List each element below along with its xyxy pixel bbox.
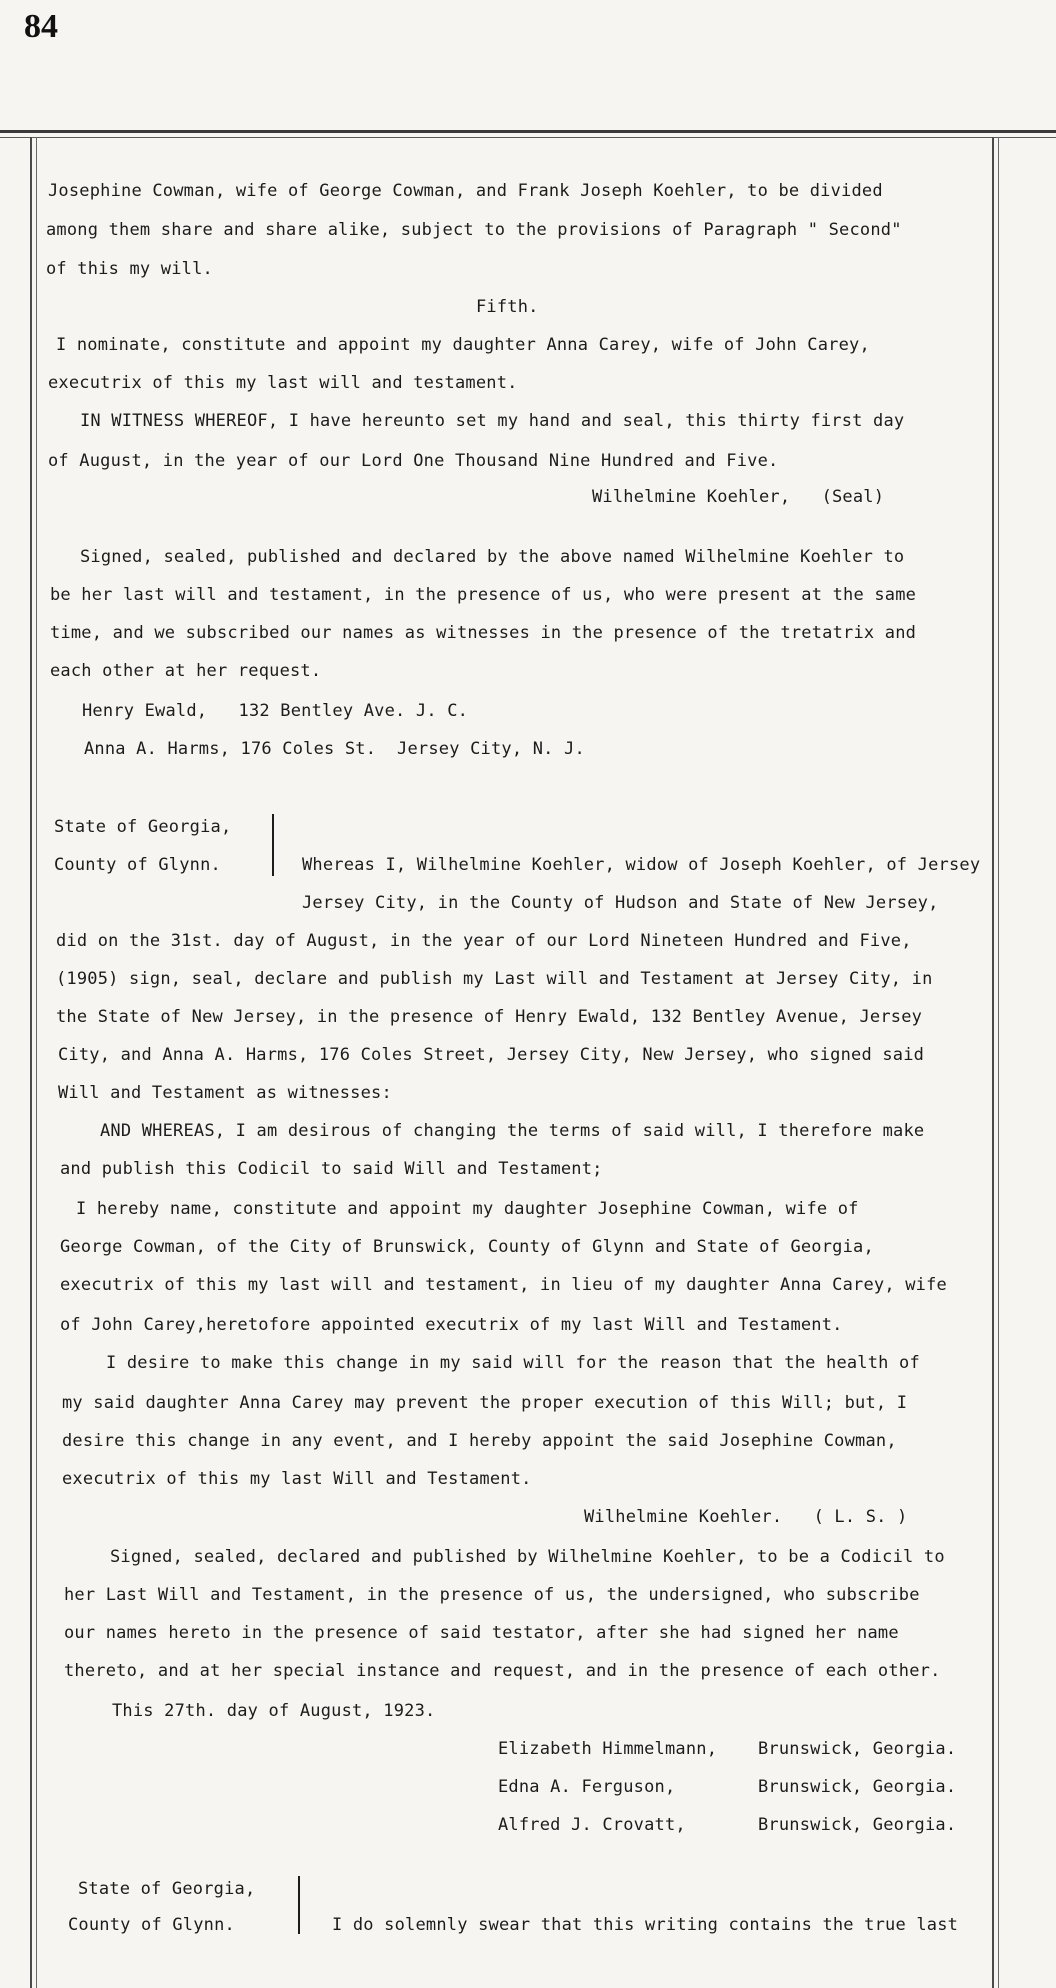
venue-state: State of Georgia, — [78, 1879, 256, 1899]
text-line: each other at her request. — [50, 661, 322, 681]
text-line: I hereby name, constitute and appoint my daughter Josephine Cowman, wife of — [76, 1199, 859, 1219]
text-line: my said daughter Anna Carey may prevent the proper execution of this Will; but, I — [62, 1393, 908, 1413]
text-line: I nominate, constitute and appoint my daughter Anna Carey, wife of John Carey, — [56, 335, 870, 355]
text-line: executrix of this my last will and testament. — [48, 373, 518, 393]
text-line: executrix of this my last Will and Testament. — [62, 1469, 532, 1489]
page-number: 84 — [24, 8, 58, 45]
venue-county: County of Glynn. — [68, 1915, 235, 1935]
text-line: AND WHEREAS, I am desirous of changing the terms of said will, I therefore make — [100, 1121, 925, 1141]
text-line: (1905) sign, seal, declare and publish my Last will and Testament at Jersey City, in — [56, 969, 933, 989]
text-line: of John Carey,heretofore appointed executrix of my last Will and Testament. — [60, 1315, 843, 1335]
right-margin-rule-inner — [998, 137, 999, 1988]
left-margin-rule — [30, 137, 32, 1988]
witness-line: Henry Ewald, 132 Bentley Ave. J. C. — [82, 701, 469, 721]
witness-name: Edna A. Ferguson, — [498, 1777, 676, 1797]
date-line: This 27th. day of August, 1923. — [112, 1701, 436, 1721]
signature-line: Wilhelmine Koehler, (Seal) — [592, 487, 885, 507]
text-line: her Last Will and Testament, in the presence of us, the undersigned, who subscribe — [64, 1585, 920, 1605]
text-line: IN WITNESS WHEREOF, I have hereunto set my hand and seal, this thirty first day — [80, 411, 905, 431]
text-line: executrix of this my last will and testament, in lieu of my daughter Anna Carey, wife — [60, 1275, 947, 1295]
top-rule-inner — [0, 137, 1056, 138]
text-line: did on the 31st. day of August, in the year of our Lord Nineteen Hundred and Five, — [56, 931, 912, 951]
text-line: Will and Testament as witnesses: — [58, 1083, 392, 1103]
witness-name: Alfred J. Crovatt, — [498, 1815, 686, 1835]
witness-place: Brunswick, Georgia. — [758, 1739, 957, 1759]
section-heading-fifth: Fifth. — [476, 297, 539, 317]
witness-place: Brunswick, Georgia. — [758, 1777, 957, 1797]
text-line: City, and Anna A. Harms, 176 Coles Street, Jersey City, New Jersey, who signed said — [58, 1045, 925, 1065]
text-line: the State of New Jersey, in the presence of Henry Ewald, 132 Bentley Avenue, Jersey — [56, 1007, 923, 1027]
witness-line: Anna A. Harms, 176 Coles St. Jersey City, N. J. — [84, 739, 585, 759]
text-line: and publish this Codicil to said Will and Testament; — [60, 1159, 603, 1179]
venue-brace — [298, 1876, 300, 1934]
text-line: George Cowman, of the City of Brunswick, County of Glynn and State of Georgia, — [60, 1237, 874, 1257]
text-line: thereto, and at her special instance and request, and in the presence of each other. — [64, 1661, 941, 1681]
text-line: Whereas I, Wilhelmine Koehler, widow of Joseph Koehler, of Jersey — [302, 855, 981, 875]
left-margin-rule-inner — [36, 137, 37, 1988]
right-margin-rule — [992, 137, 994, 1988]
text-line: I do solemnly swear that this writing contains the true last — [332, 1915, 959, 1935]
text-line: desire this change in any event, and I hereby appoint the said Josephine Cowman, — [62, 1431, 897, 1451]
text-line: be her last will and testament, in the presence of us, who were present at the same — [50, 585, 917, 605]
text-line: Signed, sealed, published and declared by the above named Wilhelmine Koehler to — [80, 547, 905, 567]
text-line: among them share and share alike, subject to the provisions of Paragraph " Second" — [46, 220, 902, 240]
text-line: Jersey City, in the County of Hudson and State of New Jersey, — [302, 893, 939, 913]
witness-name: Elizabeth Himmelmann, — [498, 1739, 718, 1759]
signature-line: Wilhelmine Koehler. ( L. S. ) — [584, 1507, 908, 1527]
text-line: our names hereto in the presence of said testator, after she had signed her name — [64, 1623, 899, 1643]
text-line: of this my will. — [46, 259, 213, 279]
text-line: I desire to make this change in my said will for the reason that the health of — [106, 1353, 920, 1373]
venue-brace — [272, 814, 274, 876]
text-line: Signed, sealed, declared and published by Wilhelmine Koehler, to be a Codicil to — [110, 1547, 945, 1567]
text-line: time, and we subscribed our names as witnesses in the presence of the tretatrix and — [50, 623, 917, 643]
top-rule — [0, 130, 1056, 133]
text-line: Josephine Cowman, wife of George Cowman, and Frank Joseph Koehler, to be divided — [48, 181, 883, 201]
text-line: of August, in the year of our Lord One Thousand Nine Hundred and Five. — [48, 451, 779, 471]
venue-county: County of Glynn. — [54, 855, 221, 875]
venue-state: State of Georgia, — [54, 817, 232, 837]
witness-place: Brunswick, Georgia. — [758, 1815, 957, 1835]
